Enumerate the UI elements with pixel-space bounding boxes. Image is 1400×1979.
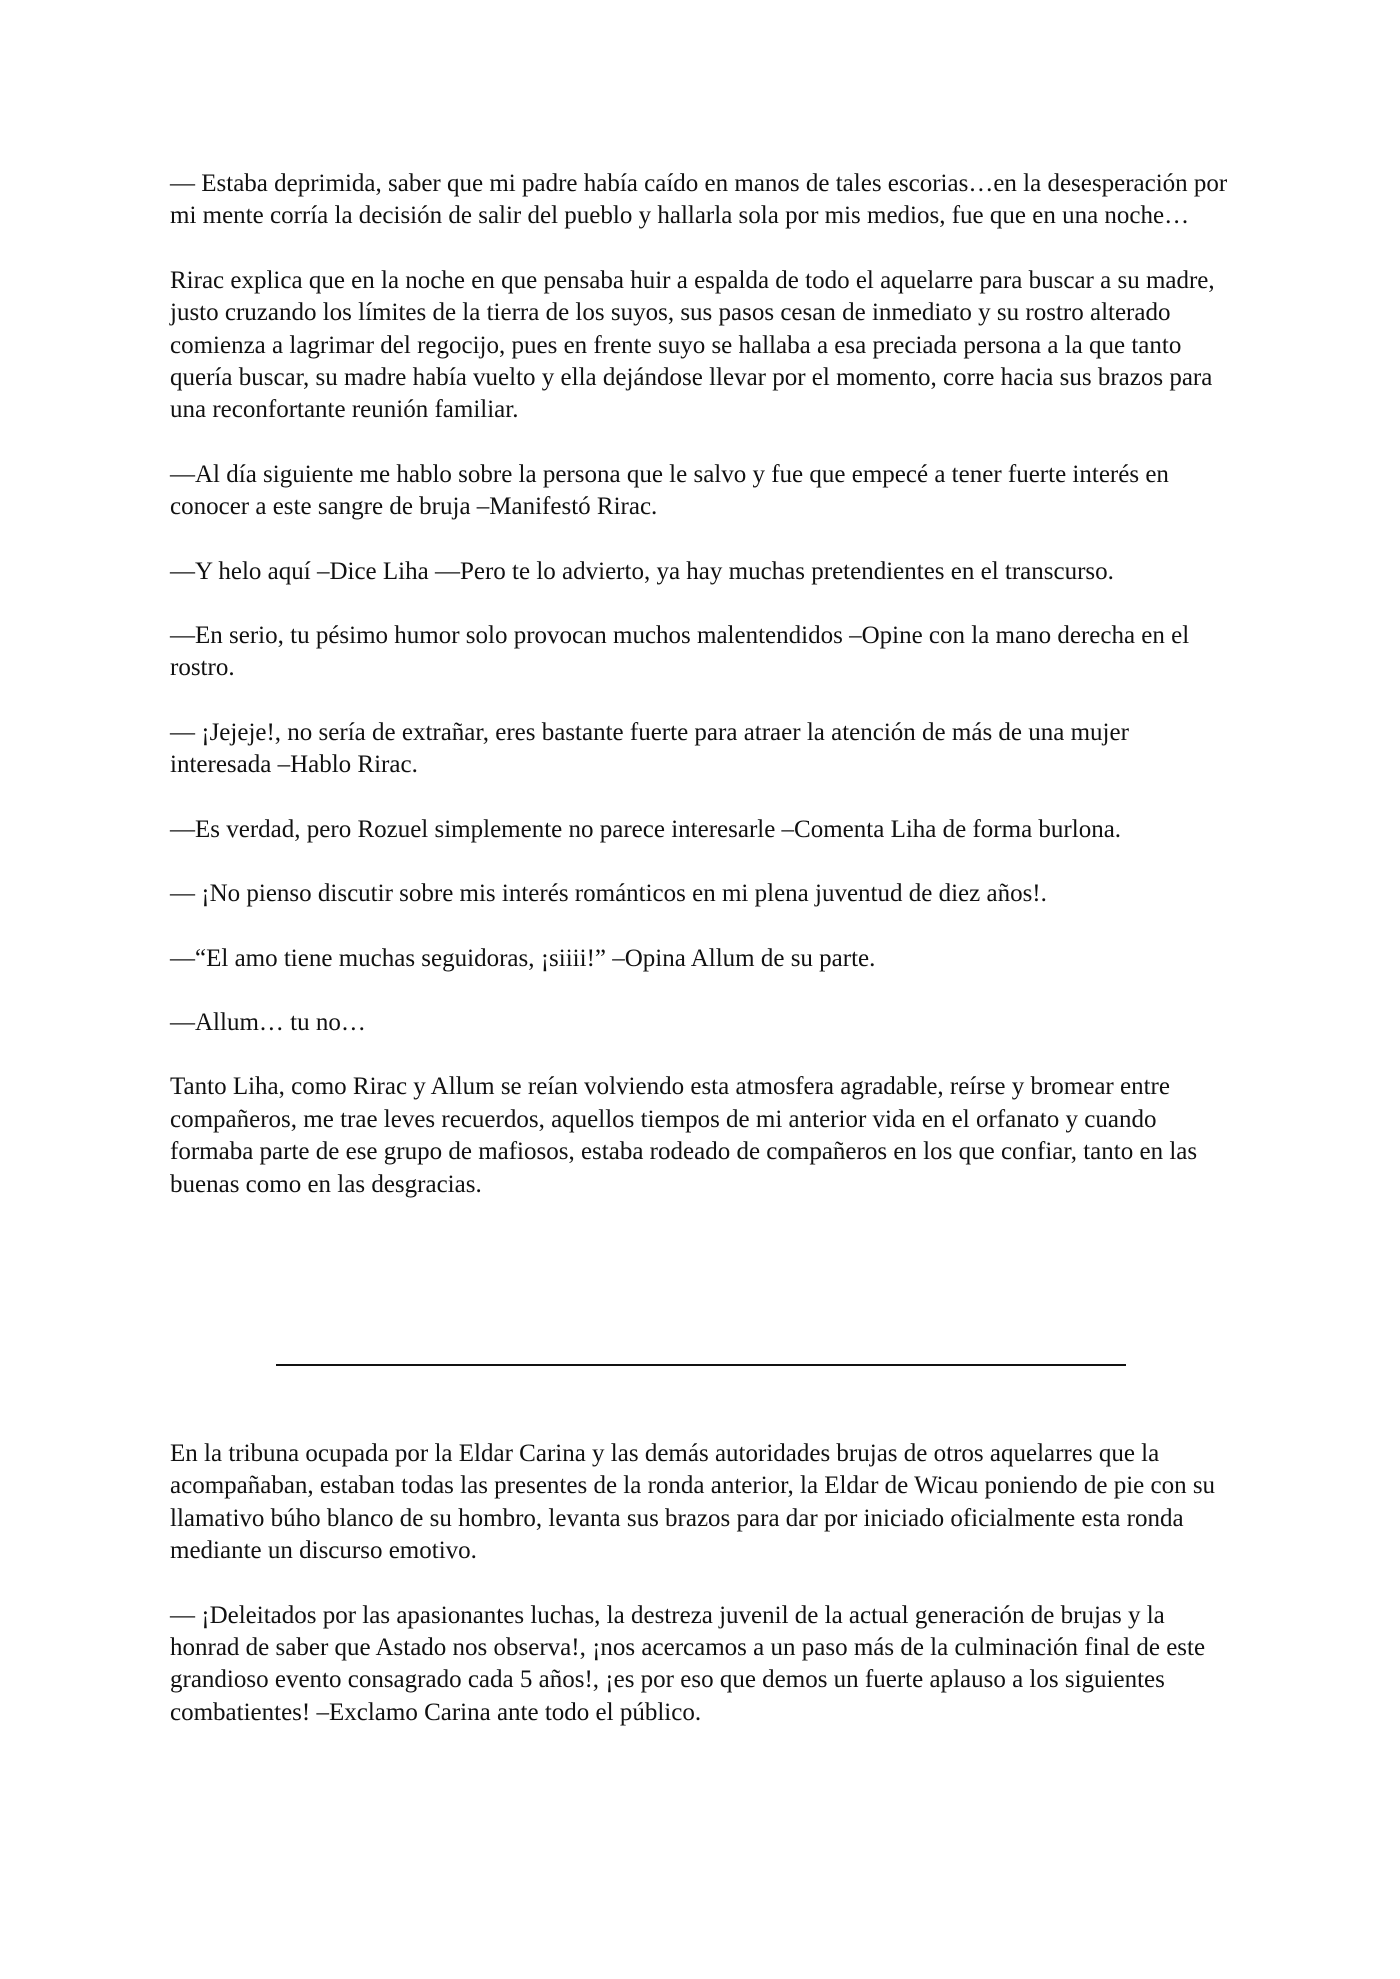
paragraph: — ¡No pienso discutir sobre mis interés románticos en mi plena juventud de diez años!.: [170, 880, 1047, 908]
paragraph: — ¡Deleitados por las apasionantes luchas, la destreza juvenil de la actual generación de brujas y la honrad de saber que Astado nos observa!, ¡nos acercamos a un paso más de la culminación final de este grandioso evento consagrado cada 5 años!, ¡es por eso que demos un fuerte aplauso a los siguientes combatientes! –Exclamo Carina ante todo el público.: [170, 1601, 1206, 1726]
text-section-1: [170, 168, 1230, 1233]
paragraph: — ¡Jejeje!, no sería de extrañar, eres bastante fuerte para atraer la atención de más de una mujer interesada –Hablo Rirac.: [170, 718, 1129, 779]
paragraph: Rirac explica que en la noche en que pensaba huir a espalda de todo el aquelarre para buscar a su madre, justo cruzando los límites de la tierra de los suyos, sus pasos cesan de inmediato y su rostro alterado comienza a lagrimar del regocijo, pues en frente suyo se hallaba a esa preciada persona a la que tanto quería buscar, su madre había vuelto y ella dejándose llevar por el momento, corre hacia sus brazos para una reconfortante reunión familiar.: [170, 266, 1215, 424]
paragraph: —Es verdad, pero Rozuel simplemente no parece interesarle –Comenta Liha de forma burlona.: [170, 815, 1122, 843]
paragraph: En la tribuna ocupada por la Eldar Carina y las demás autoridades brujas de otros aquelarres que la acompañaban, estaban todas las presentes de la ronda anterior, la Eldar de Wicau poniendo de pie con su llamativo búho blanco de su hombro, levanta sus brazos para dar por iniciado oficialmente esta ronda mediante un discurso emotivo.: [170, 1440, 1216, 1565]
paragraph: —En serio, tu pésimo humor solo provocan muchos malentendidos –Opine con la mano derecha en el rostro.: [170, 622, 1190, 682]
paragraph: —Allum… tu no…: [170, 1008, 366, 1036]
paragraph: — Estaba deprimida, saber que mi padre había caído en manos de tales escorias…en la desesperación por mi mente corría la decisión de salir del pueblo y hallarla sola por mis medios, fue que en una noche…: [170, 170, 1228, 230]
paragraph: —Al día siguiente me hablo sobre la persona que le salvo y fue que empecé a tener fuerte interés en conocer a este sangre de bruja –Manifestó Rirac.: [170, 460, 1169, 521]
section-divider: [276, 1364, 1126, 1366]
text-section-2: [170, 1438, 1230, 1761]
paragraph: —Y helo aquí –Dice Liha —Pero te lo advierto, ya hay muchas pretendientes en el transcurso.: [170, 557, 1114, 585]
paragraph: Tanto Liha, como Rirac y Allum se reían volviendo esta atmosfera agradable, reírse y bromear entre compañeros, me trae leves recuerdos, aquellos tiempos de mi anterior vida en el orfanato y cuando formaba parte de ese grupo de mafiosos, estaba rodeado de compañeros en los que confiar, tanto en las buenas como en las desgracias.: [170, 1073, 1198, 1198]
paragraph: —“El amo tiene muchas seguidoras, ¡siiii!” –Opina Allum de su parte.: [170, 944, 876, 972]
